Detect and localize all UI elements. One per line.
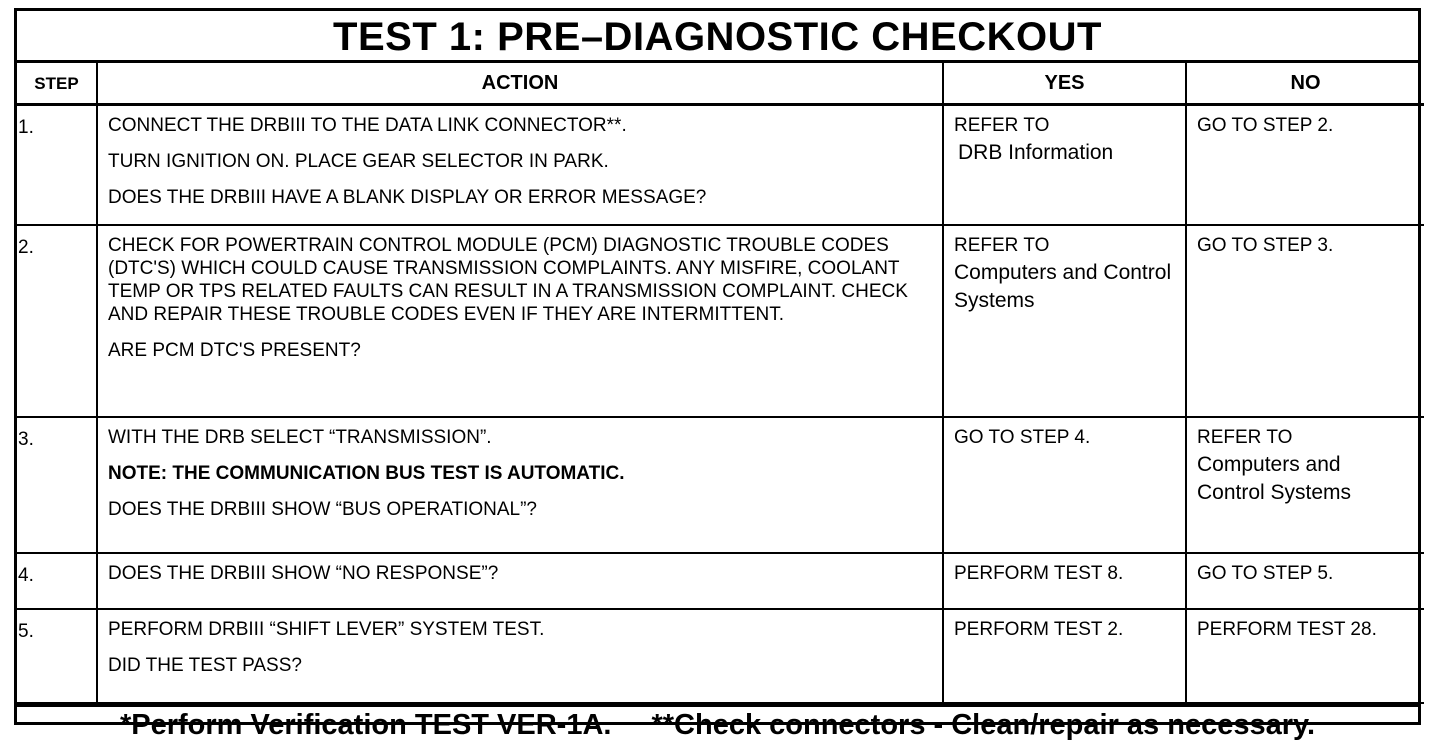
header-yes: YES: [943, 63, 1186, 105]
table-header-row: [17, 63, 1424, 105]
refer-target: DRB Information: [958, 141, 1114, 164]
steps-table: [17, 63, 1424, 704]
step-number: 2.: [17, 225, 97, 417]
action-line: CHECK FOR POWERTRAIN CONTROL MODULE (PCM) DIAGNOSTIC TROUBLE CODES (DTC'S) WHICH COULD CAUSE TRANSMISSION COMPLAINTS. ANY MISFIRE, COOLANT TEMP OR TPS RELATED FAULTS CAN RESULT IN A TRANSMISSION COMPLAINT. CHECK AND REPAIR THESE TROUBLE CODES EVEN IF THEY ARE INTERMITTENT.: [108, 235, 908, 325]
no-cell: GO TO STEP 3.: [1186, 225, 1424, 417]
header-no: NO: [1186, 63, 1424, 105]
header-step: STEP: [17, 63, 97, 105]
action-cell: [97, 105, 943, 226]
action-question: DOES THE DRBIII SHOW “BUS OPERATIONAL”?: [108, 499, 537, 520]
action-cell: [97, 417, 943, 553]
step-number: 3.: [17, 417, 97, 553]
table-row: [17, 609, 1424, 703]
yes-cell: [943, 105, 1186, 226]
refer-to-label: REFER TO: [1197, 427, 1293, 448]
header-action: ACTION: [97, 63, 943, 105]
no-cell: PERFORM TEST 28.: [1186, 609, 1424, 703]
action-line: TURN IGNITION ON. PLACE GEAR SELECTOR IN PARK.: [108, 151, 609, 172]
action-cell: [97, 553, 943, 609]
action-line: PERFORM DRBIII “SHIFT LEVER” SYSTEM TEST.: [108, 619, 545, 640]
yes-cell: PERFORM TEST 8.: [943, 553, 1186, 609]
yes-cell: GO TO STEP 4.: [943, 417, 1186, 553]
page-title: TEST 1: PRE–DIAGNOSTIC CHECKOUT: [17, 11, 1418, 63]
no-cell: GO TO STEP 2.: [1186, 105, 1424, 226]
action-question: DOES THE DRBIII HAVE A BLANK DISPLAY OR ERROR MESSAGE?: [108, 187, 707, 208]
table-row: [17, 225, 1424, 417]
diagnostic-test-sheet: [14, 8, 1421, 741]
action-line: CONNECT THE DRBIII TO THE DATA LINK CONNECTOR**.: [108, 115, 627, 136]
refer-target: Computers and Control Systems: [1197, 453, 1352, 504]
verification-footnote: *Perform Verification TEST VER-1A.: [119, 709, 612, 741]
note-text: NOTE: THE COMMUNICATION BUS TEST IS AUTOMATIC.: [108, 463, 625, 484]
no-cell: GO TO STEP 5.: [1186, 553, 1424, 609]
yes-cell: PERFORM TEST 2.: [943, 609, 1186, 703]
step-number: 1.: [17, 105, 97, 226]
action-cell: [97, 225, 943, 417]
action-question: DID THE TEST PASS?: [108, 655, 302, 676]
table-row: [17, 417, 1424, 553]
table-row: [17, 553, 1424, 609]
step-number: 4.: [17, 553, 97, 609]
table-row: [17, 105, 1424, 226]
refer-to-label: REFER TO: [954, 115, 1050, 136]
action-question: ARE PCM DTC'S PRESENT?: [108, 340, 361, 361]
no-cell: [1186, 417, 1424, 553]
connector-footnote: **Check connectors - Clean/repair as necessary.: [651, 709, 1316, 741]
action-line: WITH THE DRB SELECT “TRANSMISSION”.: [108, 427, 492, 448]
action-question: DOES THE DRBIII SHOW “NO RESPONSE”?: [108, 563, 499, 584]
footnote-bar: [17, 704, 1418, 742]
refer-target: Computers and Control Systems: [954, 261, 1172, 312]
refer-to-label: REFER TO: [954, 235, 1050, 256]
yes-cell: [943, 225, 1186, 417]
action-cell: [97, 609, 943, 703]
step-number: 5.: [17, 609, 97, 703]
